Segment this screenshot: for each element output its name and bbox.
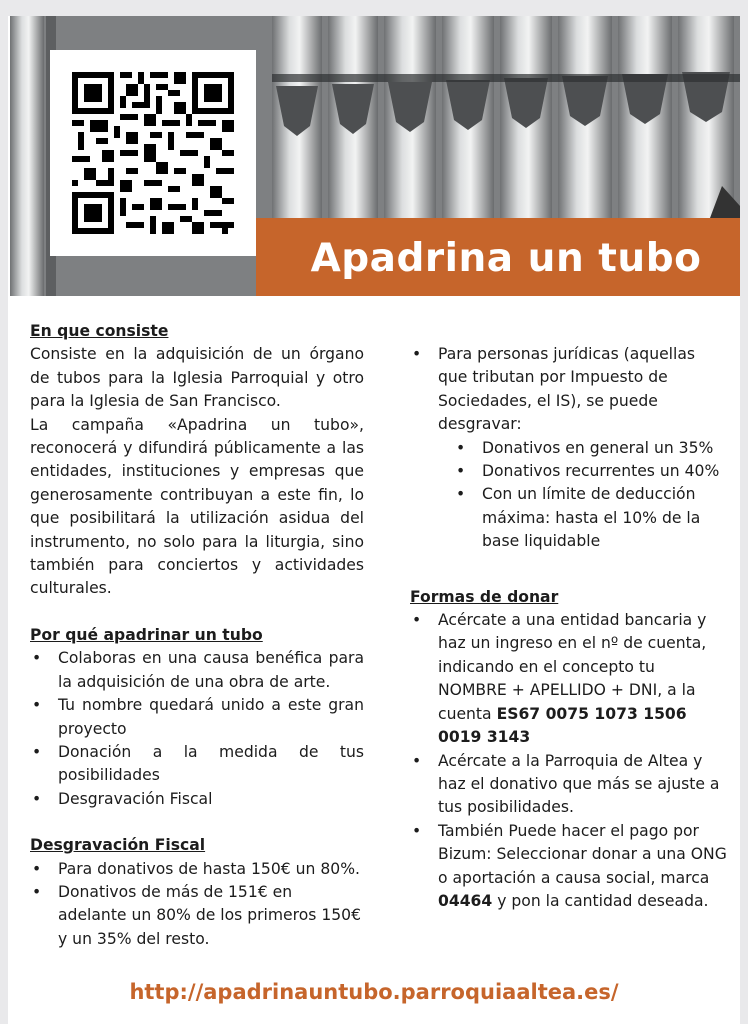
paragraph-consiste: Consiste en la adquisición de un órgano de tubos para la Iglesia Parroquial y otro para la Iglesia de San Francisco.	[30, 345, 364, 411]
flyer-page	[8, 16, 740, 1024]
sublist-item: • Con un límite de deducción máxima: hasta el 10% de la base liquidable	[454, 483, 728, 553]
right-column	[410, 320, 728, 913]
bizum-code: 04464	[438, 891, 493, 910]
heading-por-que: Por qué apadrinar un tubo	[30, 625, 263, 644]
list-formas	[410, 609, 728, 913]
sublist-item: • Donativos recurrentes un 40%	[454, 460, 728, 483]
sublist-item: • Donativos en general un 35%	[454, 437, 728, 460]
qr-code-container[interactable]	[50, 50, 256, 256]
sublist-deducciones	[454, 437, 728, 554]
heading-desgravacion: Desgravación Fiscal	[30, 836, 206, 855]
heading-formas-de-donar: Formas de donar	[410, 587, 559, 606]
juridicas-text: Para personas jurídicas (aquellas que tributan por Impuesto de Sociedades, el IS), se puede desgravar:	[438, 345, 696, 434]
banner-title: Apadrina un tubo	[310, 235, 702, 281]
list-item: • Para donativos de hasta 150€ un 80%.	[30, 858, 364, 881]
list-item: • Colaboras en una causa benéfica para la adquisición de una obra de arte.	[30, 647, 364, 694]
account-number: ES67 0075 1073 1506 0019 3143	[438, 704, 687, 747]
left-column	[30, 320, 364, 951]
banco-text: Acércate a una entidad bancaria y haz un ingreso en el nº de cuenta, indicando en el concepto tu NOMBRE + APELLIDO + DNI, a la cuenta	[438, 611, 707, 723]
list-item: • Tu nombre quedará unido a este gran proyecto	[30, 694, 364, 741]
paragraph-campana: La campaña «Apadrina un tubo», reconocerá y difundirá públicamente a las entidades, instituciones y empresas que generosamente contribuyan a este fin, lo que posibilitará la utilización asidua del instrumento, no solo para la liturgia, sino también para conciertos y actividades culturales.	[30, 415, 364, 598]
list-item-banco	[410, 609, 728, 749]
list-juridicas	[410, 343, 728, 554]
website-link[interactable]: http://apadrinauntubo.parroquiaaltea.es/	[129, 980, 619, 1004]
bizum-text: También Puede hacer el pago por Bizum: Seleccionar donar a una ONG o aportación a causa social, marca	[438, 821, 727, 887]
list-item-parroquia: • Acércate a la Parroquia de Altea y haz el donativo que más se ajuste a tus posibilidades.	[410, 750, 728, 820]
bizum-end: y pon la cantidad deseada.	[492, 891, 709, 910]
title-banner	[256, 218, 740, 296]
list-item: • Desgravación Fiscal	[30, 788, 364, 811]
list-por-que	[30, 647, 364, 811]
heading-en-que-consiste: En que consiste	[30, 322, 169, 340]
list-item: • Donativos de más de 151€ en adelante un 80% de los primeros 150€ y un 35% del resto.	[30, 881, 364, 951]
hero-organ-pipes	[10, 16, 740, 296]
list-item: • Donación a la medida de tus posibilidades	[30, 741, 364, 788]
list-item-juridicas	[410, 343, 728, 554]
qr-code-icon	[72, 72, 234, 234]
list-desgravacion	[30, 858, 364, 952]
list-item-bizum	[410, 820, 728, 914]
